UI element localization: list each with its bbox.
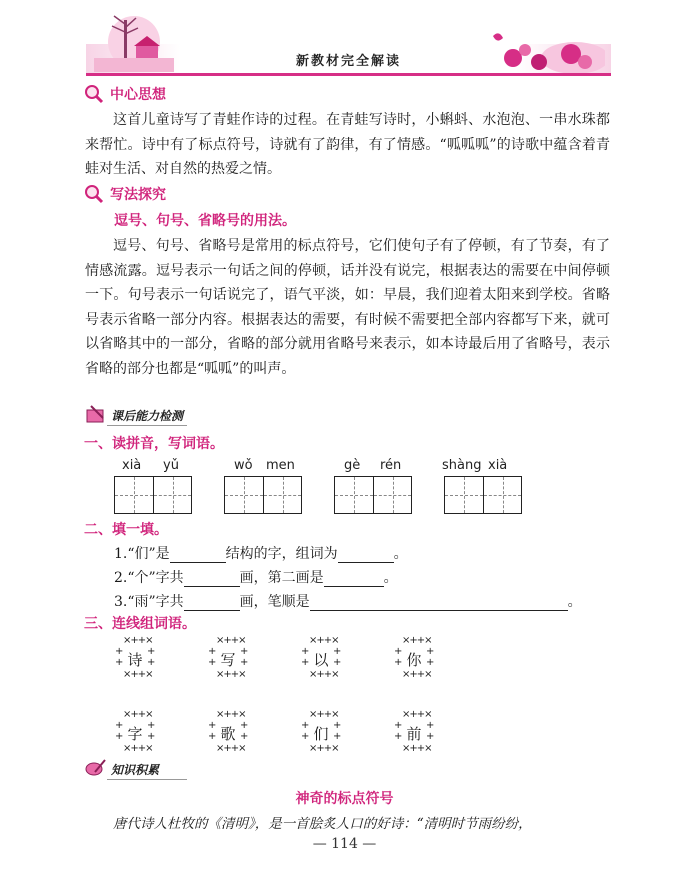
pinyin-shang: shàng [442,458,482,473]
character-wreath[interactable] [299,636,343,680]
fill-text: 。 [567,594,582,610]
q2-heading: 二、填一填。 [84,522,168,538]
character-wreath[interactable] [113,710,157,754]
character-wreath[interactable] [299,710,343,754]
wreath-side-mark: + [394,731,402,742]
grid-cell[interactable] [445,477,483,513]
wreath-side-mark: + [333,720,341,731]
writing-subheading: 逗号、句号、省略号的用法。 [114,213,296,229]
wreath-side-mark: + [147,731,155,742]
writing-grid[interactable] [224,476,302,514]
wreath-bottom-marks: ×++× [216,743,246,754]
fill-text: 画，第二画是 [239,570,324,586]
wreath-top-marks: ×++× [309,709,339,720]
pinyin-men: men [266,458,295,473]
fill-text: 结构的字，组词为 [225,546,338,562]
wreath-side-mark: + [208,657,216,668]
wreath-side-mark: + [240,720,248,731]
character-wreath[interactable] [392,636,436,680]
answer-blank[interactable] [170,547,226,563]
wreath-character: 你 [406,651,422,669]
fill-text: 2.“个”字共 [114,570,184,586]
wreath-side-mark: + [426,657,434,668]
wreath-character: 以 [313,651,329,669]
pinyin-wo: wǒ [234,458,253,473]
writing-grid[interactable] [444,476,522,514]
wreath-top-marks: ×++× [123,635,153,646]
wreath-top-marks: ×++× [216,635,246,646]
page-number: — 114 — [312,836,377,852]
wreath-side-mark: + [147,657,155,668]
knowledge-banner-text: 知识积累 [111,763,160,777]
grid-cell[interactable] [225,477,263,513]
wreath-character: 字 [127,725,143,743]
center-idea-text: 这首儿童诗写了青蛙作诗的过程。在青蛙写诗时，小蝌蚪、水泡泡、一串水珠都来帮忙。诗中有了标点符号，诗就有了韵律，有了情感。“呱呱呱”的诗歌中蕴含着青蛙对生活、对自然的热爱之情。 [85,112,610,177]
character-wreath[interactable] [206,636,250,680]
practice-banner-text: 课后能力检测 [111,409,184,423]
article-text: 唐代诗人杜牧的《清明》，是一首脍炙人口的好诗：“清明时节雨纷纷， [113,816,532,832]
knowledge-banner [85,756,159,778]
answer-blank[interactable] [310,595,568,611]
grid-cell[interactable] [263,477,301,513]
wreath-side-mark: + [115,646,123,657]
wreath-side-mark: + [301,657,309,668]
answer-blank[interactable] [184,595,240,611]
fill-line-2 [114,567,398,587]
writing-text: 逗号、句号、省略号是常用的标点符号，它们使句子有了停顿，有了节奏，有了情感流露。逗号表示一句话之间的停顿，话并没有说完，根据表达的需要在中间停顿一下。句号表示一句话说完了，语气平淡，如：早晨，我们迎着太阳来到学校。省略号表示省略一部分内容。根据表达的需要，有时候不需要把全部内容都写下来，就可以省略其中的一部分，省略的部分就用省略号来表示，如本诗最后用了省略号，表示省略的部分也都是“呱呱”的叫声。 [85,238,610,377]
wreath-side-mark: + [115,731,123,742]
pinyin-ren: rén [380,458,402,473]
wreath-top-marks: ×++× [123,709,153,720]
character-wreath[interactable] [206,710,250,754]
wreath-side-mark: + [426,720,434,731]
answer-blank[interactable] [324,571,384,587]
writing-paragraph [85,234,610,381]
wreath-side-mark: + [301,720,309,731]
wreath-side-mark: + [301,731,309,742]
fill-text: 。 [383,570,398,586]
answer-blank[interactable] [184,571,240,587]
wreath-bottom-marks: ×++× [309,743,339,754]
wreath-side-mark: + [240,731,248,742]
pinyin-xia: xià [122,458,142,473]
wreath-side-mark: + [394,646,402,657]
wreath-top-marks: ×++× [309,635,339,646]
wreath-bottom-marks: ×++× [123,669,153,680]
pinyin-ge: gè [344,458,361,473]
grid-cell[interactable] [335,477,373,513]
character-wreath[interactable] [392,710,436,754]
q3-heading: 三、连线组词语。 [84,616,196,632]
grid-cell[interactable] [373,477,411,513]
grid-cell[interactable] [115,477,153,513]
wreath-bottom-marks: ×++× [402,669,432,680]
banner-underline [107,779,187,780]
fill-text: 。 [393,546,408,562]
character-wreath[interactable] [113,636,157,680]
wreath-character: 诗 [127,651,143,669]
wreath-side-mark: + [333,646,341,657]
article-title: 神奇的标点符号 [295,791,394,807]
wreath-top-marks: ×++× [216,709,246,720]
wreath-top-marks: ×++× [402,709,432,720]
wreath-side-mark: + [208,731,216,742]
wreath-bottom-marks: ×++× [402,743,432,754]
q1-heading: 一、读拼音，写词语。 [84,436,224,452]
writing-heading [84,184,166,204]
wreath-bottom-marks: ×++× [216,669,246,680]
wreath-side-mark: + [115,657,123,668]
wreath-side-mark: + [301,646,309,657]
writing-label: 写法探究 [110,187,166,203]
wreath-side-mark: + [147,720,155,731]
grid-cell[interactable] [153,477,191,513]
wreath-side-mark: + [115,720,123,731]
wreath-side-mark: + [394,657,402,668]
center-idea-paragraph [85,108,610,182]
wreath-character: 写 [220,651,236,669]
wreath-character: 前 [406,725,422,743]
pinyin-yu: yǔ [163,458,179,473]
book-pen-icon [85,402,107,424]
wreath-side-mark: + [426,646,434,657]
leaf-pen-icon [85,756,107,778]
fill-line-1 [114,543,408,563]
wreath-side-mark: + [333,657,341,668]
practice-banner [85,402,183,424]
fill-text: 1.“们”是 [114,546,170,562]
page-header [86,14,611,76]
pinyin-xia-2: xià [488,458,508,473]
magnifier-icon [84,184,104,204]
wreath-bottom-marks: ×++× [123,743,153,754]
writing-grid[interactable] [114,476,192,514]
wreath-character: 歌 [220,725,236,743]
grid-cell[interactable] [483,477,521,513]
fill-text: 3.“雨”字共 [114,594,184,610]
banner-underline [107,425,187,426]
wreath-side-mark: + [394,720,402,731]
wreath-side-mark: + [240,657,248,668]
fill-text: 画，笔顺是 [239,594,310,610]
answer-blank[interactable] [338,547,394,563]
wreath-side-mark: + [333,731,341,742]
center-idea-label: 中心思想 [110,87,166,103]
wreath-character: 们 [313,725,329,743]
wreath-top-marks: ×++× [402,635,432,646]
center-idea-heading [84,84,166,104]
wreath-side-mark: + [426,731,434,742]
magnifier-icon [84,84,104,104]
wreath-bottom-marks: ×++× [309,669,339,680]
fill-line-3 [114,591,582,611]
wreath-side-mark: + [240,646,248,657]
wreath-side-mark: + [208,646,216,657]
header-title: 新教材完全解读 [295,54,401,69]
wreath-side-mark: + [208,720,216,731]
writing-grid[interactable] [334,476,412,514]
header-divider [86,73,611,76]
wreath-side-mark: + [147,646,155,657]
